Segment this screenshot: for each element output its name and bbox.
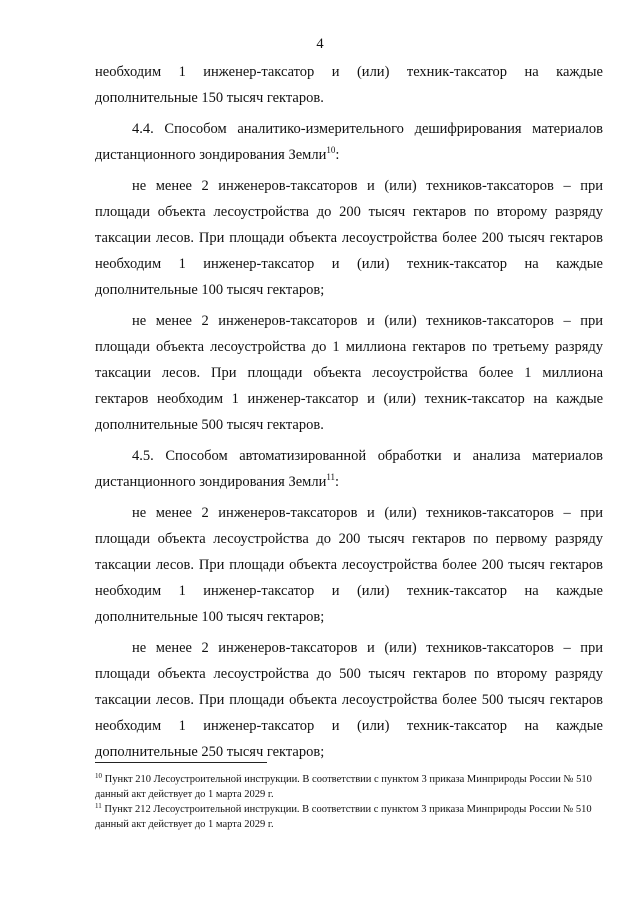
text-line: дополнительные 150 тысяч гектаров. (95, 90, 324, 106)
text-line: необходим 1 инженер-таксатор и (или) техник-таксатор на каждые (95, 256, 603, 272)
text-line: не менее 2 инженеров-таксаторов и (или) техников-таксаторов – при (132, 178, 603, 194)
text-line: необходим 1 инженер-таксатор и (или) техник-таксатор на каждые (95, 64, 603, 80)
footnote-ref-11[interactable]: 11 (326, 472, 336, 482)
text-line: необходим 1 инженер-таксатор и (или) техник-таксатор на каждые (95, 583, 603, 599)
text-line: таксации лесов. При площади объекта лесоустройства более 200 тысяч гектаров (95, 230, 603, 246)
footnote-11: $^{11}$ Пункт 212 Лесоустроительной инструкции. В соответствии с пунктом 3 приказа Минприроды России № 510 (95, 802, 592, 815)
document-body (95, 59, 603, 765)
section-heading-4-4: 4.4. Способом аналитико-измерительного дешифрирования материалов (132, 121, 603, 137)
text-line: дистанционного зондирования Земли$^{11}$: (95, 472, 340, 490)
section-heading-4-5: 4.5. Способом автоматизированной обработки и анализа материалов (132, 448, 603, 464)
footnotes (95, 772, 615, 832)
text-line: не менее 2 инженеров-таксаторов и (или) техников-таксаторов – при (132, 640, 603, 656)
text-line: площади объекта лесоустройства до 200 тысяч гектаров по первому разряду (95, 531, 603, 547)
footnote-11-cont: данный акт действует до 1 марта 2029 г. (95, 819, 274, 830)
text-line: дистанционного зондирования Земли$^{10}$: (95, 145, 340, 163)
text-line: не менее 2 инженеров-таксаторов и (или) техников-таксаторов – при (132, 505, 603, 521)
text-line: гектаров необходим 1 инженер-таксатор и (или) техник-таксатор на каждые (95, 391, 603, 407)
footnote-10-cont: данный акт действует до 1 марта 2029 г. (95, 789, 274, 800)
text-line: площади объекта лесоустройства до 1 миллиона гектаров по третьему разряду (95, 339, 603, 355)
text-line: таксации лесов. При площади объекта лесоустройства более 500 тысяч гектаров (95, 692, 603, 708)
text-line: площади объекта лесоустройства до 200 тысяч гектаров по второму разряду (95, 204, 603, 220)
page-number: 4 (316, 36, 324, 52)
footnote-10: $^{10}$ Пункт 210 Лесоустроительной инструкции. В соответствии с пунктом 3 приказа Минприроды России № 510 (95, 772, 592, 785)
text-line: дополнительные 250 тысяч гектаров; (95, 744, 325, 760)
text-line: дополнительные 100 тысяч гектаров; (95, 282, 325, 298)
text-line: дополнительные 500 тысяч гектаров. (95, 417, 324, 433)
footnote-separator (95, 762, 267, 763)
text-line: площади объекта лесоустройства до 500 тысяч гектаров по второму разряду (95, 666, 603, 682)
text-line: таксации лесов. При площади объекта лесоустройства более 1 миллиона (95, 365, 603, 381)
text-line: необходим 1 инженер-таксатор и (или) техник-таксатор на каждые (95, 718, 603, 734)
text-line: таксации лесов. При площади объекта лесоустройства более 200 тысяч гектаров (95, 557, 603, 573)
text-line: дополнительные 100 тысяч гектаров; (95, 609, 325, 625)
footnote-ref-10[interactable]: 10 (326, 145, 336, 155)
text-line: не менее 2 инженеров-таксаторов и (или) техников-таксаторов – при (132, 313, 603, 329)
